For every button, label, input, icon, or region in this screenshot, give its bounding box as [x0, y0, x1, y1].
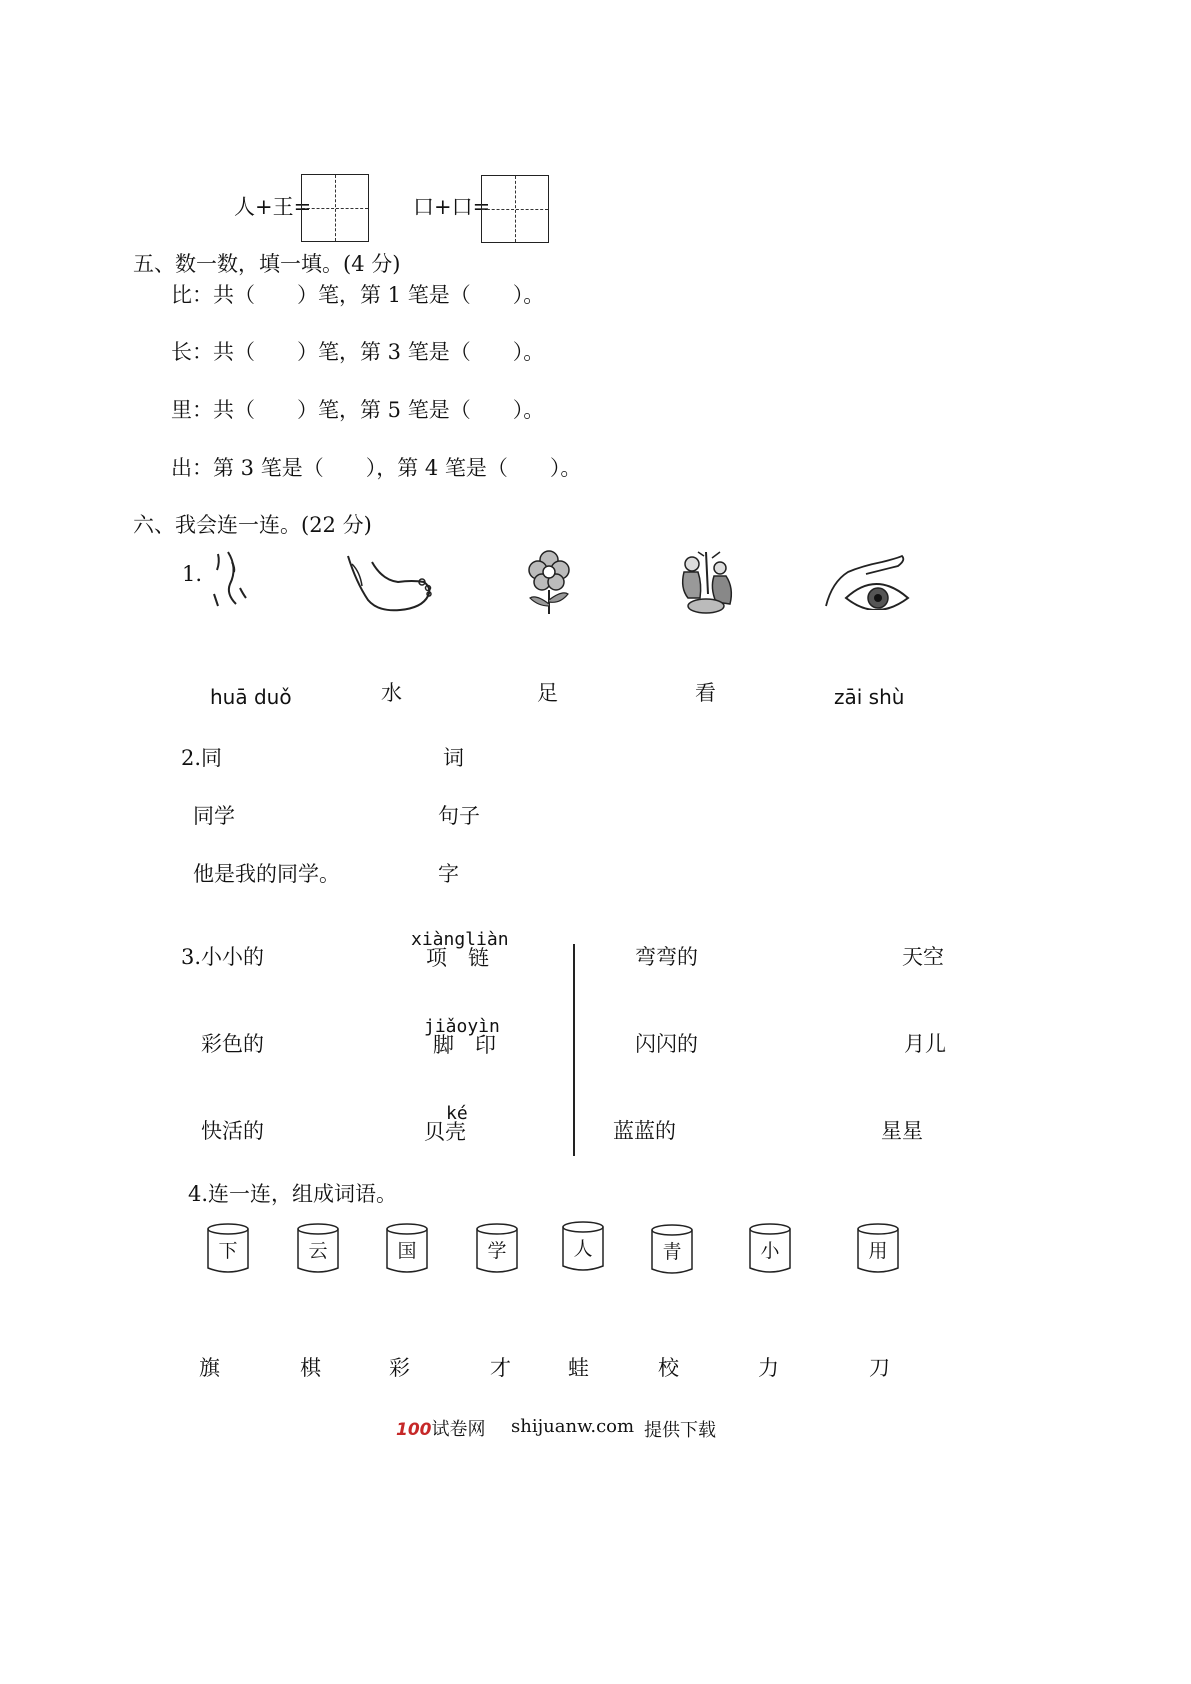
q3-noun-pinyin-3: ké	[446, 1103, 468, 1124]
q1-word-4[interactable]: 看	[695, 681, 716, 705]
footer-site-name: 试卷网	[431, 1419, 486, 1440]
q1-word-1[interactable]: huā duǒ	[210, 685, 292, 709]
q2-left-1[interactable]: 2.同	[181, 746, 223, 770]
q3-noun-left-2[interactable]: 脚 印	[433, 1033, 496, 1057]
q2-right-1[interactable]: 词	[443, 746, 464, 770]
q4-title: 4.连一连，组成词语。	[188, 1182, 398, 1206]
q1-word-5[interactable]: zāi shù	[834, 685, 905, 709]
q2-right-2[interactable]: 句子	[438, 804, 480, 828]
q3-noun-left-1[interactable]: 项 链	[426, 946, 489, 970]
q4-bottom-char-4[interactable]: 才	[490, 1356, 511, 1380]
q4-bottom-char-2[interactable]: 棋	[300, 1356, 321, 1380]
q3-adj-left-1[interactable]: 小小的	[201, 945, 264, 969]
q3-adj-left-2[interactable]: 彩色的	[201, 1032, 264, 1056]
q3-divider	[573, 944, 575, 1156]
q4-bottom-char-8[interactable]: 刀	[869, 1356, 890, 1380]
tree-planting-icon[interactable]	[676, 548, 740, 618]
tian-grid-box-1[interactable]	[301, 174, 369, 242]
compose-item-1: 人+王=	[234, 195, 312, 219]
stroke-count-line-1: 比：共（ ）笔，第 1 笔是（ ）。	[171, 283, 545, 307]
q4-bottom-char-1[interactable]: 旗	[199, 1356, 220, 1380]
q4-bottom-char-7[interactable]: 力	[758, 1356, 779, 1380]
section5-title: 五、数一数，填一填。(4 分)	[133, 252, 401, 276]
q3-noun-right-2[interactable]: 月儿	[904, 1032, 946, 1056]
q1-number: 1.	[182, 562, 203, 586]
q3-adj-right-3[interactable]: 蓝蓝的	[613, 1119, 676, 1143]
q4-bottom-char-5[interactable]: 蛙	[568, 1356, 589, 1380]
eye-icon[interactable]	[822, 552, 912, 610]
footer-domain[interactable]: shijuanw.com	[511, 1416, 635, 1437]
water-drops-icon[interactable]	[208, 550, 250, 614]
q3-noun-pinyin-2: jiǎoyìn	[424, 1016, 500, 1037]
q4-top-char-8[interactable]: 用	[855, 1222, 901, 1278]
q1-word-2[interactable]: 水	[381, 681, 402, 705]
q3-noun-right-1[interactable]: 天空	[902, 945, 944, 969]
q4-top-char-6[interactable]: 青	[649, 1223, 695, 1279]
footer-note: 提供下载	[644, 1420, 716, 1441]
stroke-count-line-2: 长：共（ ）笔，第 3 笔是（ ）。	[171, 340, 545, 364]
footer-logo: 100	[396, 1420, 432, 1440]
q3-noun-right-3[interactable]: 星星	[881, 1119, 923, 1143]
compose-item-2: 口+口=	[413, 195, 491, 219]
q3-noun-pinyin-1: xiàngliàn	[411, 929, 509, 950]
q3-adj-left-3[interactable]: 快活的	[201, 1119, 264, 1143]
q4-bottom-char-3[interactable]: 彩	[389, 1356, 410, 1380]
q2-left-2[interactable]: 同学	[193, 804, 235, 828]
q4-top-char-7[interactable]: 小	[747, 1222, 793, 1278]
q4-top-char-5[interactable]: 人	[560, 1220, 606, 1276]
q2-right-3[interactable]: 字	[438, 862, 459, 886]
foot-icon[interactable]	[342, 552, 434, 614]
stroke-count-line-3: 里：共（ ）笔，第 5 笔是（ ）。	[171, 398, 545, 422]
q1-word-3[interactable]: 足	[537, 681, 558, 705]
q3-adj-right-2[interactable]: 闪闪的	[635, 1032, 698, 1056]
tian-grid-box-2[interactable]	[481, 175, 549, 243]
stroke-count-line-4: 出：第 3 笔是（ ），第 4 笔是（ ）。	[171, 456, 582, 480]
section6-title: 六、我会连一连。(22 分)	[133, 513, 372, 537]
q4-bottom-char-6[interactable]: 校	[658, 1356, 679, 1380]
q4-top-char-4[interactable]: 学	[474, 1222, 520, 1278]
q3-noun-left-3[interactable]: 贝壳	[424, 1120, 466, 1144]
q4-top-char-3[interactable]: 国	[384, 1222, 430, 1278]
q3-number: 3.	[181, 945, 202, 969]
q2-left-3[interactable]: 他是我的同学。	[193, 862, 340, 886]
flower-icon[interactable]	[524, 548, 574, 616]
q4-top-char-2[interactable]: 云	[295, 1222, 341, 1278]
q4-top-char-1[interactable]: 下	[205, 1222, 251, 1278]
q3-adj-right-1[interactable]: 弯弯的	[635, 945, 698, 969]
footer-brand[interactable]	[396, 1415, 486, 1441]
